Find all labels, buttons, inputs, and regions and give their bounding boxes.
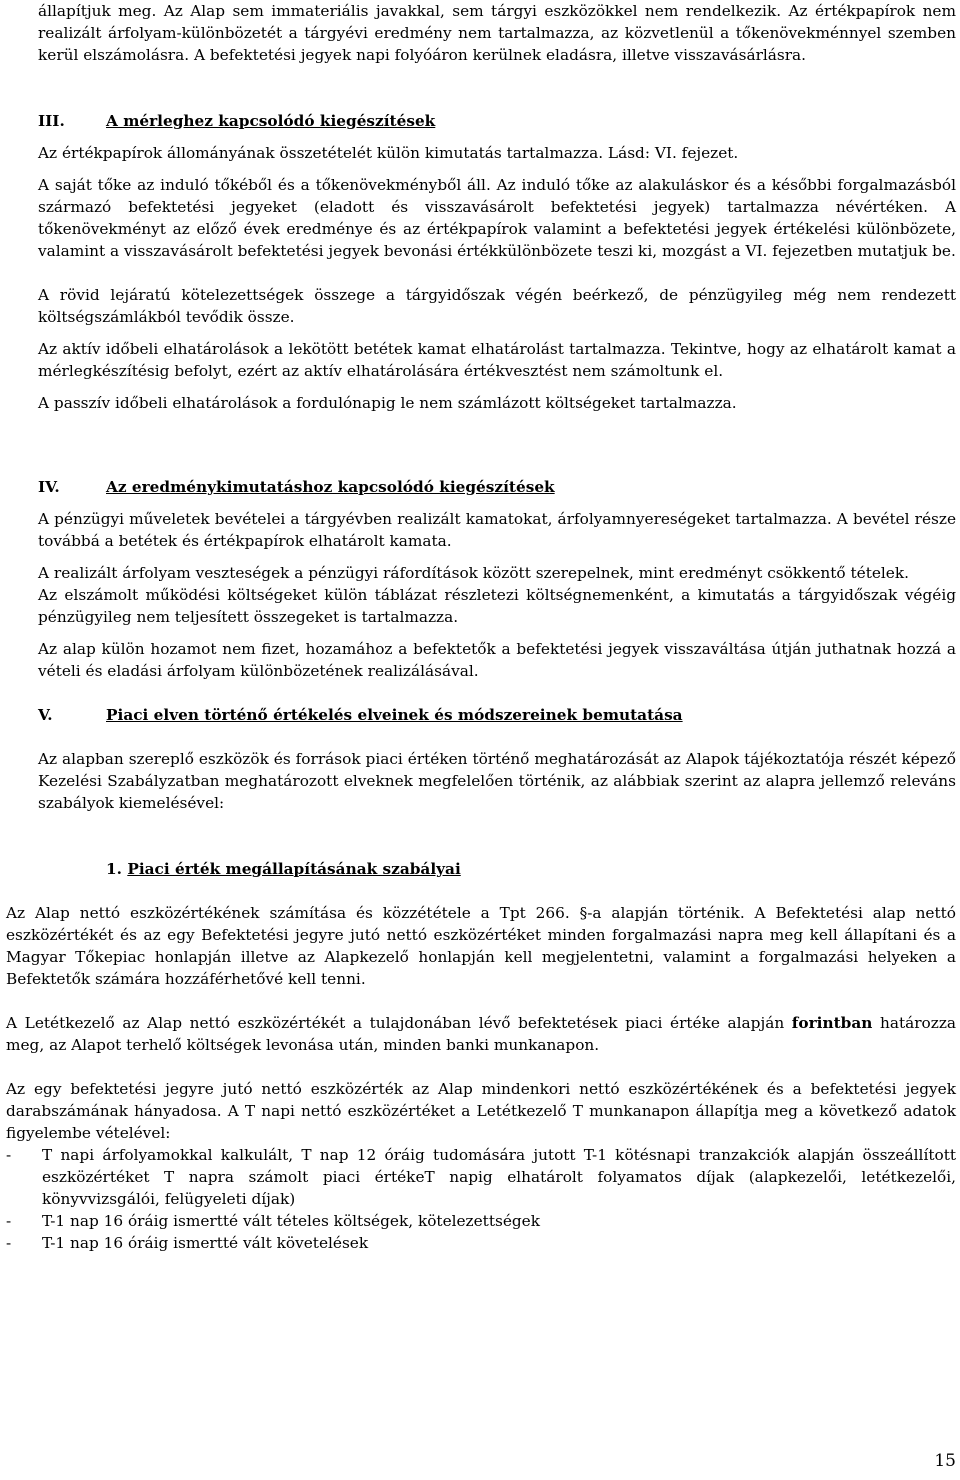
section-3-title: A mérleghez kapcsolódó kiegészítések: [106, 112, 436, 130]
section-3-paragraph: Az értékpapírok állományának összetételét külön kimutatás tartalmazza. Lásd: VI. fejezet.: [38, 144, 739, 162]
subsection-1-number: 1.: [106, 860, 122, 878]
section-3-paragraph: A passzív időbeli elhatárolások a fordulónapig le nem számlázott költségeket tartalmazza.: [38, 394, 737, 412]
list-item: [6, 1210, 956, 1232]
list-item-text: T-1 nap 16 óráig ismertté vált tételes költségek, kötelezettségek: [42, 1212, 540, 1230]
section-3-paragraph: A rövid lejáratú kötelezettségek összege a tárgyidőszak végén beérkező, de pénzügyileg még nem rendezett költségszámlákból tevődik össze.: [38, 286, 956, 326]
section-3-paragraph: A saját tőke az induló tőkéből és a tőkenövekményből áll. Az induló tőke az alakuláskor és a későbbi forgalmazásból származó befektetési jegyeket (eladott és visszavásárolt befektetési jegyek) tartalmazza névértéken. A tőkenövekményt az előző évek eredménye és az értékpapírok valamint a befektetési jegyek értékelési különbözete, valamint a visszavásárolt befektetési jegyek bevonási értékkülönbözete teszi ki, mozgást a VI. fejezetben mutatjuk be.: [38, 176, 956, 260]
subsection-1-heading: [38, 858, 956, 880]
subsection-1-title: Piaci érték megállapításának szabályai: [127, 860, 461, 878]
list-item-text: T-1 nap 16 óráig ismertté vált követelések: [42, 1234, 369, 1252]
section-3-paragraph: Az aktív időbeli elhatárolások a lekötött betétek kamat elhatárolást tartalmazza. Tekintve, hogy az elhatárolt kamat a mérlegkészítésig befolyt, ezért az aktív elhatárolására értékvesztést nem számoltunk el.: [38, 340, 956, 380]
section-3-heading: [38, 110, 956, 132]
section-4-paragraph: A pénzügyi műveletek bevételei a tárgyévben realizált kamatokat, árfolyamnyereségeket tartalmazza. A bevétel része továbbá a betétek és értékpapírok elhatárolt kamata.: [38, 510, 956, 550]
section-4-number: IV.: [38, 478, 60, 496]
list-item-text: T napi árfolyamokkal kalkulált, T nap 12 óráig tudomására jutott T-1 kötésnapi tranzakciók alapján összeállított eszközértéket T napra számolt piaci értékeT napig elhatárolt folyamatos díjak (alapkezelői, letétkezelői, könyvvizsgálói, felügyeleti díjak): [42, 1146, 956, 1208]
section-5-number: V.: [38, 706, 53, 724]
bullet-marker: -: [6, 1212, 12, 1230]
section-5-title: Piaci elven történő értékelés elveinek és módszereinek bemutatása: [106, 706, 683, 724]
forint-text-after: határozza meg, az Alapot terhelő költségek levonása után, minden banki munkanapon.: [6, 1014, 956, 1054]
forint-bold-word: forintban: [791, 1014, 873, 1032]
section-4-heading: [38, 476, 956, 498]
section-4-paragraph: Az elszámolt működési költségeket külön táblázat részletezi költségnemenként, a kimutatás a tárgyidőszak végéig pénzügyileg nem teljesített összegeket is tartalmazza.: [38, 586, 956, 626]
section-4-paragraph: A realizált árfolyam veszteségek a pénzügyi ráfordítások között szerepelnek, mint eredményt csökkentő tételek.: [38, 564, 909, 582]
intro-paragraph: állapítjuk meg. Az Alap sem immateriális javakkal, sem tárgyi eszközökkel nem rendelkezik. Az értékpapírok nem realizált árfolyam-különbözetét a tárgyévi eredmény nem tartalmazza, az közvetlenül a tőkenövekménnyel szemben kerül elszámolásra. A befektetési jegyek napi folyóáron kerülnek eladásra, illetve visszavásárlásra.: [38, 2, 956, 64]
page-number: 15: [934, 1451, 956, 1471]
document-page: [6, 0, 956, 1254]
section-4-paragraph: Az alap külön hozamot nem fizet, hozamához a befektetők a befektetési jegyek visszaváltása útján juthatnak hozzá a vételi és eladási árfolyam különbözetének realizálásával.: [38, 640, 956, 680]
list-item: [6, 1232, 956, 1254]
section-4-title: Az eredménykimutatáshoz kapcsolódó kiegészítések: [106, 478, 555, 496]
bullet-marker: -: [6, 1234, 12, 1252]
subsection-1-paragraph: Az egy befektetési jegyre jutó nettó eszközérték az Alap mindenkori nettó eszközértékének és a befektetési jegyek darabszámának hányadosa. A T napi nettó eszközértéket a Letétkezelő T munkanapon állapítja meg a következő adatok figyelembe vételével:: [6, 1080, 956, 1142]
section-5-intro: Az alapban szereplő eszközök és források piaci értéken történő meghatározását az Alapok tájékoztatója részét képező Kezelési Szabályzatban meghatározott elveknek megfelelően történik, az alábbiak szerint az alapra jellemző releváns szabályok kiemelésével:: [38, 750, 956, 812]
bullet-list: [6, 1144, 956, 1254]
subsection-1-paragraph-forint: [6, 1012, 956, 1056]
list-item: [6, 1144, 956, 1210]
subsection-1-paragraph: Az Alap nettó eszközértékének számítása és közzététele a Tpt 266. §-a alapján történik. A Befektetési alap nettó eszközértékét és az egy Befektetési jegyre jutó nettó eszközértéket minden forgalmazási napra meg kell állapítani és a Magyar Tőkepiac honlapján illetve az Alapkezelő honlapján kell megjelentetni, valamint a forgalmazási helyeken a Befektetők számára hozzáférhetővé kell tenni.: [6, 904, 956, 988]
bullet-marker: -: [6, 1146, 12, 1164]
section-5-heading: [38, 704, 956, 726]
forint-text-before: A Letétkezelő az Alap nettó eszközértékét a tulajdonában lévő befektetések piaci értéke alapján: [6, 1014, 792, 1032]
section-3-number: III.: [38, 112, 65, 130]
